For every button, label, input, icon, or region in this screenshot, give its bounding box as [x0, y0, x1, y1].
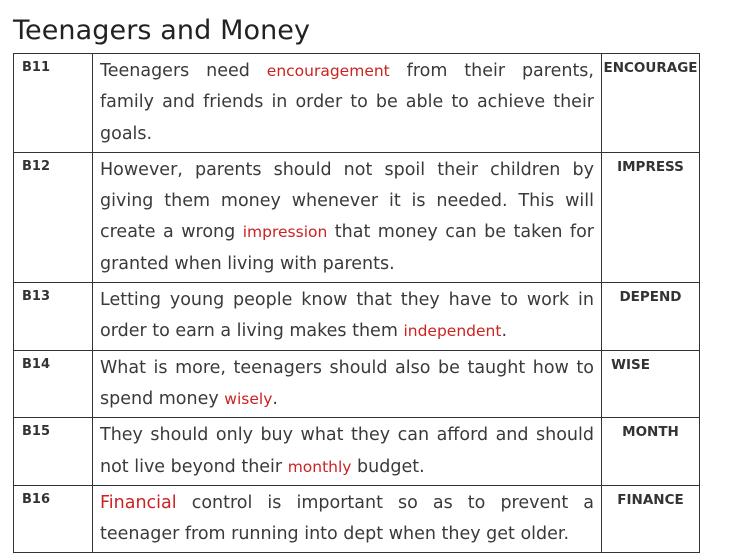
- keyword-cell: [602, 283, 700, 351]
- item-code: B15: [14, 418, 93, 486]
- keyword: IMPRESS: [617, 158, 684, 175]
- item-code: B11: [14, 54, 93, 153]
- keyword-cell: [602, 54, 700, 153]
- item-sentence: [93, 418, 602, 486]
- keyword: DEPEND: [619, 289, 682, 306]
- keyword: FINANCE: [617, 491, 684, 508]
- answer-word: impression: [242, 223, 328, 242]
- sentence-text: budget.: [351, 456, 425, 477]
- answer-word: Financial: [100, 492, 177, 513]
- table-row: [14, 283, 700, 351]
- keyword: ENCOURAGE: [603, 60, 698, 76]
- sentence-text: that money can be taken for granted when living with parents.: [100, 222, 594, 274]
- item-sentence: [93, 54, 602, 153]
- table-row: [14, 350, 700, 418]
- exercise-table: [13, 53, 700, 553]
- item-code: B12: [14, 152, 93, 282]
- sentence-text: What is more, teenagers should also be taught how to spend money: [100, 357, 594, 409]
- keyword-cell: [602, 418, 700, 486]
- keyword: MONTH: [622, 424, 679, 441]
- answer-word: wisely: [224, 389, 273, 408]
- item-sentence: [93, 152, 602, 282]
- keyword-cell: [602, 350, 700, 418]
- sentence-text: control is important so as to prevent a teenager from running into dept when they get older.: [100, 492, 594, 545]
- answer-word: independent: [403, 322, 502, 341]
- item-sentence: [93, 350, 602, 418]
- sentence-text: They should only buy what they can afford and should not live beyond their: [100, 425, 594, 477]
- keyword-cell: [602, 152, 700, 282]
- table-row: [14, 418, 700, 486]
- sentence-text: Teenagers need: [100, 61, 267, 81]
- item-code: B16: [14, 485, 93, 553]
- answer-word: monthly: [287, 457, 352, 476]
- item-code: B14: [14, 350, 93, 418]
- answer-word: encouragement: [266, 62, 390, 80]
- sentence-text: .: [272, 388, 278, 409]
- table-row: [14, 54, 700, 153]
- sentence-text: However, parents should not spoil their children by giving them money whenever it is needed. This will create a wrong: [100, 159, 594, 243]
- sentence-text: .: [501, 321, 508, 342]
- keyword: WISE: [611, 356, 650, 373]
- table-row: [14, 152, 700, 282]
- item-code: B13: [14, 283, 93, 351]
- item-sentence: [93, 283, 602, 351]
- sentence-text: from their parents, family and friends in order to be able to achieve their goals.: [100, 61, 594, 144]
- page-title: Teenagers and Money: [13, 15, 311, 46]
- sentence-text: Letting young people know that they have to work in order to earn a living makes them: [100, 290, 594, 342]
